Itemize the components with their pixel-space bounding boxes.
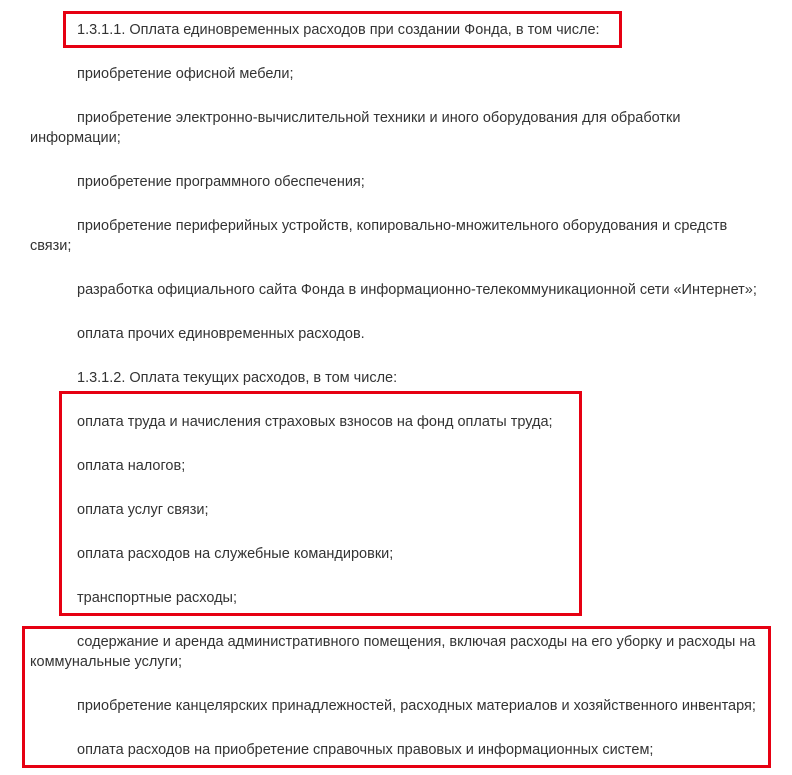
list-item: оплата прочих единовременных расходов. <box>77 326 365 342</box>
section-heading-1-3-1-2: 1.3.1.2. Оплата текущих расходов, в том числе: <box>77 370 398 386</box>
section-heading-1-3-1-1: 1.3.1.1. Оплата единовременных расходов при создании Фонда, в том числе: <box>77 22 600 38</box>
list-item: приобретение канцелярских принадлежностей, расходных материалов и хозяйственного инвентаря; <box>77 698 756 714</box>
list-item: оплата расходов на приобретение справочных правовых и информационных систем; <box>77 742 654 758</box>
list-item: оплата услуг связи; <box>77 502 209 518</box>
list-item: разработка официального сайта Фонда в информационно-телекоммуникационной сети «Интернет»; <box>77 282 757 298</box>
list-item: оплата расходов на служебные командировки; <box>77 546 394 562</box>
list-item: приобретение электронно-вычислительной техники и иного оборудования для обработки информации; <box>30 110 681 146</box>
list-item: оплата налогов; <box>77 458 186 474</box>
list-item: приобретение офисной мебели; <box>77 66 294 82</box>
list-item: содержание и аренда административного помещения, включая расходы на его уборку и расходы на коммунальные услуги; <box>30 634 756 670</box>
list-item: приобретение периферийных устройств, копировально-множительного оборудования и средств связи; <box>30 218 728 254</box>
list-item: оплата труда и начисления страховых взносов на фонд оплаты труда; <box>77 414 553 430</box>
list-item: транспортные расходы; <box>77 590 237 606</box>
list-item: приобретение программного обеспечения; <box>77 174 365 190</box>
